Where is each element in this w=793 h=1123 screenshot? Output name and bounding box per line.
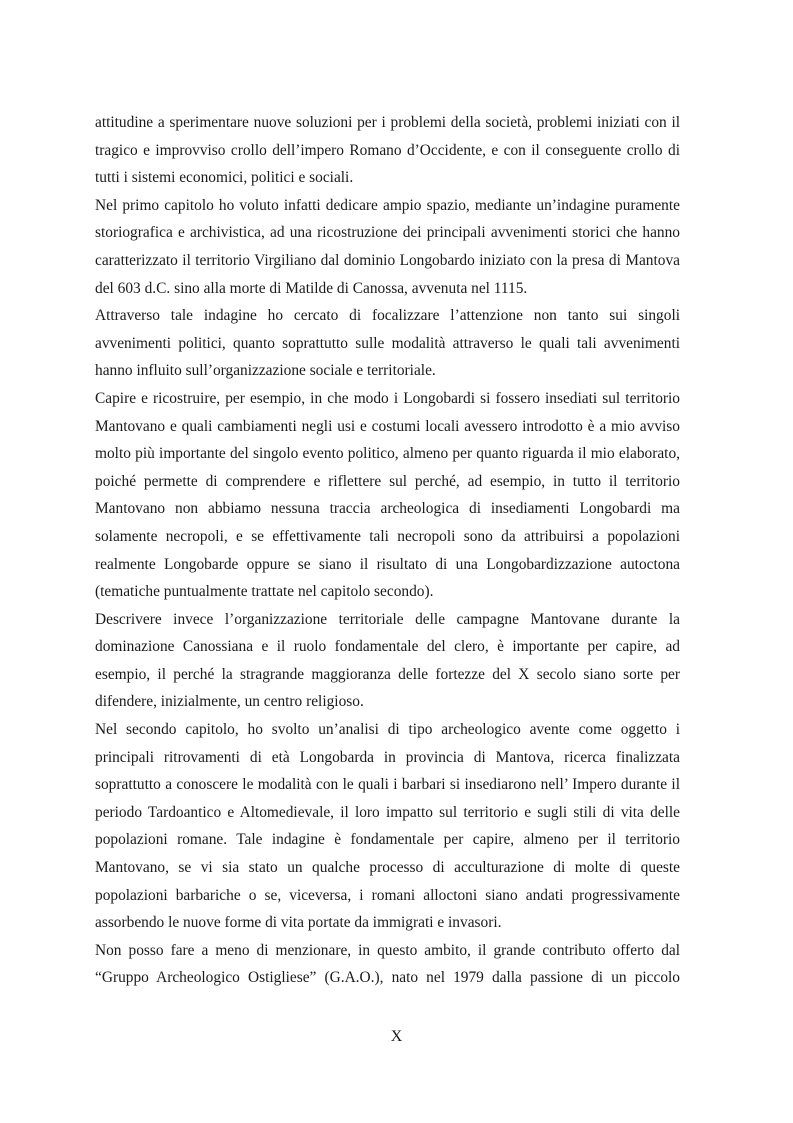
paragraph-2: Nel primo capitolo ho voluto infatti dedicare ampio spazio, mediante un’indagine puramente storiografica e archivistica, ad una ricostruzione dei principali avvenimenti storici che hanno caratterizzato il territorio Virgiliano dal dominio Longobardo iniziato con la presa di Mantova del 603 d.C. sino alla morte di Matilde di Canossa, avvenuta nel 1115.	[95, 196, 680, 297]
page-number: X	[390, 1028, 403, 1045]
paragraph-5: Descrivere invece l’organizzazione territoriale delle campagne Mantovane durante la dominazione Canossiana e il ruolo fondamentale del clero, è importante per capire, ad esempio, il perché la stragrande maggioranza delle fortezze del X secolo siano sorte per difendere, inizialmente, un centro religioso.	[95, 610, 680, 711]
paragraph-1: attitudine a sperimentare nuove soluzioni per i problemi della società, problemi iniziati con il tragico e improvviso crollo dell’impero Romano d’Occidente, e con il conseguente crollo di tutti i sistemi economici, politici e sociali.	[95, 114, 680, 187]
paragraph-3: Attraverso tale indagine ho cercato di focalizzare l’attenzione non tanto sui singoli avvenimenti politici, quanto soprattutto sulle modalità attraverso le quali tali avvenimenti hanno influito sull’organizzazione sociale e territoriale.	[95, 307, 680, 380]
paragraph-6: Nel secondo capitolo, ho svolto un’analisi di tipo archeologico avente come oggetto i principali ritrovamenti di età Longobarda in provincia di Mantova, ricerca finalizzata soprattutto a conoscere le modalità con le quali i barbari si insediarono nell’ Impero durante il periodo Tardoantico e Altomedievale, il loro impatto sul territorio e sugli stili di vita delle popolazioni romane. Tale indagine è fondamentale per capire, almeno per il territorio Mantovano, se vi sia stato un qualche processo di acculturazione di molte di queste popolazioni barbariche o se, viceversa, i romani alloctoni siano andati progressivamente assorbendo le nuove forme di vita portate da immigrati e invasori.	[95, 721, 680, 932]
page-body	[95, 109, 680, 992]
paragraph-7: Non posso fare a meno di menzionare, in questo ambito, il grande contributo offerto dal “Gruppo Archeologico Ostigliese” (G.A.O.), nato nel 1979 dalla passione di un piccolo	[95, 941, 680, 987]
paragraph-4: Capire e ricostruire, per esempio, in che modo i Longobardi si fossero insediati sul territorio Mantovano e quali cambiamenti negli usi e costumi locali avessero introdotto è a mio avviso molto più importante del singolo evento politico, almeno per quanto riguarda il mio elaborato, poiché permette di comprendere e riflettere sul perché, ad esempio, in tutto il territorio Mantovano non abbiamo nessuna traccia archeologica di insediamenti Longobardi ma solamente necropoli, e se effettivamente tali necropoli sono da attribuirsi a popolazioni realmente Longobarde oppure se siano il risultato di una Longobardizzazione autoctona (tematiche puntualmente trattate nel capitolo secondo).	[95, 389, 680, 601]
